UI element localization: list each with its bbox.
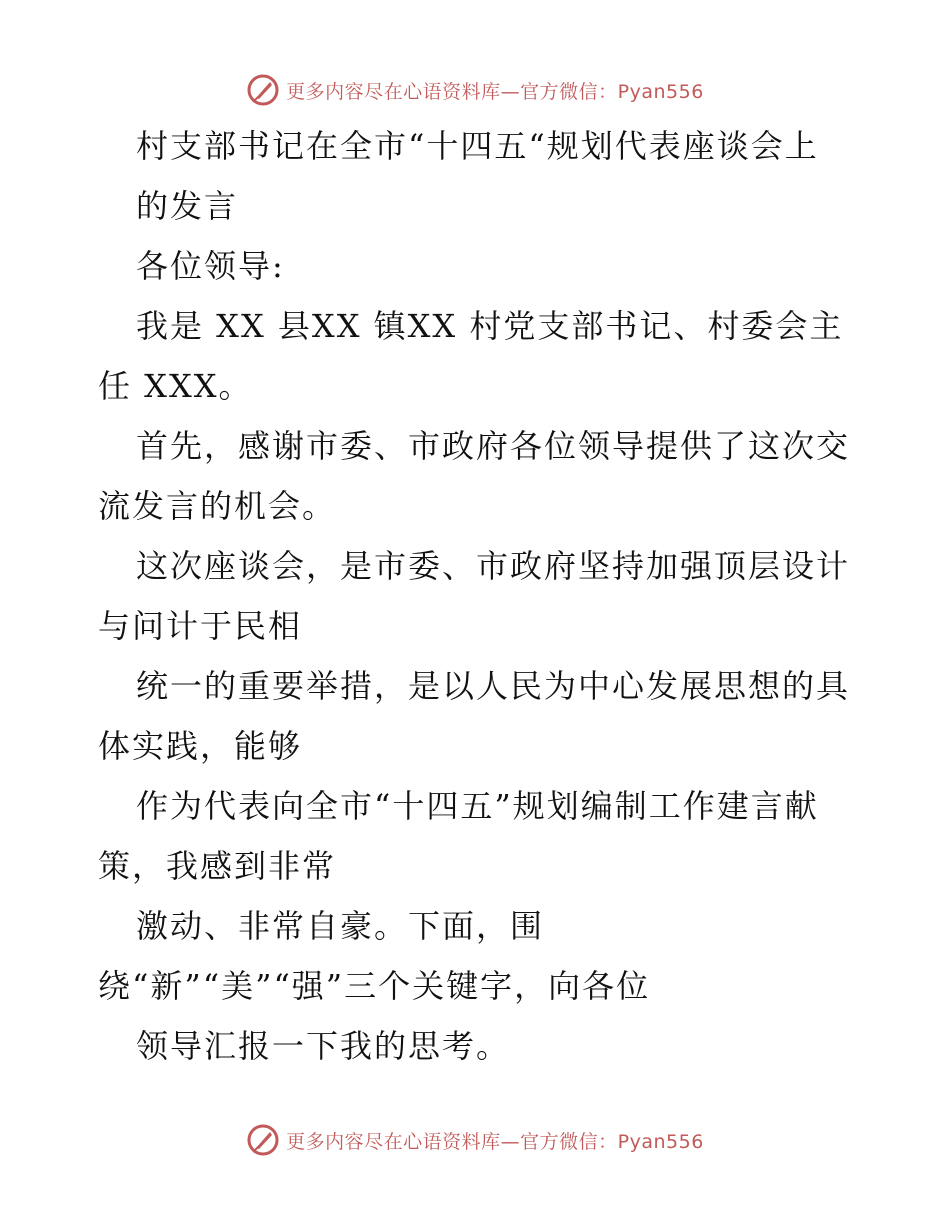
text-line: 任 XXX。 bbox=[98, 367, 253, 405]
header-banner bbox=[0, 70, 950, 110]
footer-banner bbox=[0, 1120, 950, 1160]
text-line: 策，我感到非常 bbox=[98, 847, 337, 885]
text-line: 激动、非常自豪。下面，围 bbox=[136, 907, 545, 945]
header-banner-text: 更多内容尽在心语资料库—官方微信：Pyan556 bbox=[286, 80, 704, 103]
text-line: 村支部书记在全市“十四五“规划代表座谈会上 bbox=[136, 127, 819, 165]
text-line: 领导汇报一下我的思考。 bbox=[136, 1027, 511, 1065]
text-line: 体实践，能够 bbox=[98, 727, 303, 765]
footer-banner-text: 更多内容尽在心语资料库—官方微信：Pyan556 bbox=[286, 1130, 704, 1153]
text-line: 作为代表向全市“十四五”规划编制工作建言献 bbox=[136, 787, 819, 825]
text-line: 统一的重要举措，是以人民为中心发展思想的具 bbox=[136, 667, 851, 705]
quill-logo-icon bbox=[246, 73, 280, 107]
text-line: 流发言的机会。 bbox=[98, 487, 337, 525]
text-line: 首先，感谢市委、市政府各位领导提供了这次交 bbox=[136, 427, 851, 465]
text-line: 与问计于民相 bbox=[98, 607, 303, 645]
text-line: 绕“新”“美”“强”三个关键字，向各位 bbox=[98, 967, 651, 1005]
quill-logo-icon bbox=[246, 1123, 280, 1157]
text-line: 的发言 bbox=[136, 187, 239, 225]
text-line: 各位领导: bbox=[136, 247, 285, 285]
document-body bbox=[98, 116, 868, 1076]
text-line: 这次座谈会，是市委、市政府坚持加强顶层设计 bbox=[136, 547, 851, 585]
text-line: 我是 XX 县XX 镇XX 村党支部书记、村委会主 bbox=[136, 307, 844, 345]
